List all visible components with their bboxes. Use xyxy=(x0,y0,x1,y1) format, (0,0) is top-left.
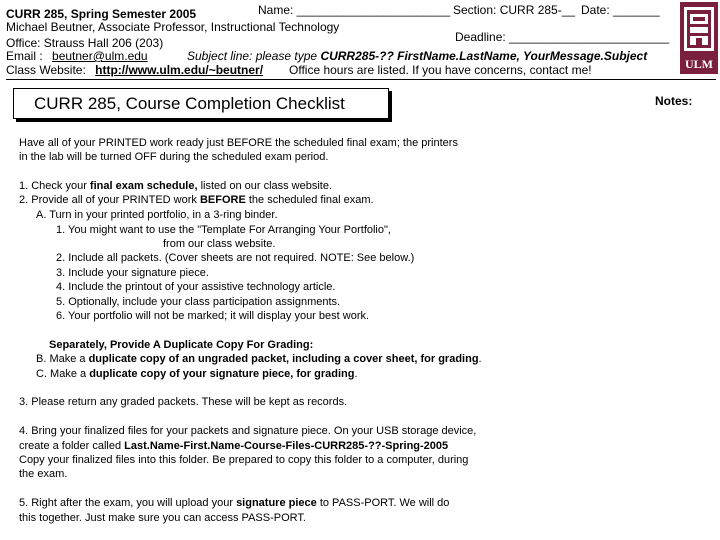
sub-item-1: 1. You might want to use the "Template For Arranging Your Portfolio", xyxy=(56,224,391,236)
item-c-bold: duplicate copy of your signature piece, for grading xyxy=(89,368,355,380)
item-5-line-1 xyxy=(19,496,449,511)
subject-line-instruction xyxy=(187,49,647,63)
sub-item-4: 4. Include the printout of your assistive technology article. xyxy=(56,281,336,293)
item-b-prefix: B. Make a xyxy=(36,353,89,365)
item-c xyxy=(36,367,358,382)
item-4-line-2 xyxy=(19,439,448,454)
office-line: Office: Strauss Hall 206 (203) xyxy=(6,36,164,50)
deadline-field-label: Deadline: ________________________ xyxy=(455,30,670,44)
item-4-line-2-prefix: create a folder called xyxy=(19,440,125,452)
name-field-label: Name: _______________________ xyxy=(258,3,451,17)
sub-item-3: 3. Include your signature piece. xyxy=(56,267,209,279)
item-3: 3. Please return any graded packets. These will be kept as records. xyxy=(19,396,348,408)
email-link[interactable]: beutner@ulm.edu xyxy=(52,49,148,63)
item-2-bold: BEFORE xyxy=(199,194,246,206)
item-b-bold: duplicate copy of an ungraded packet, including a cover sheet, for grading xyxy=(88,353,479,365)
item-b-suffix: . xyxy=(478,353,482,365)
item-5-line-1-prefix: 5. Right after the exam, you will upload your xyxy=(19,497,237,509)
item-2-prefix: 2. Provide all of your PRINTED work xyxy=(19,194,200,206)
item-4-folder-name: Last.Name-First.Name-Course-Files-CURR285-??-Spring-2005 xyxy=(124,440,449,452)
item-b xyxy=(36,352,482,367)
section-field-label: Section: CURR 285-__ xyxy=(453,3,576,17)
email-line xyxy=(6,49,148,63)
item-c-prefix: C. Make a xyxy=(36,368,90,380)
item-5-line-2: this together. Just make sure you can access PASS-PORT. xyxy=(19,512,306,524)
email-label: Email : xyxy=(6,49,43,63)
duplicate-copy-heading: Separately, Provide A Duplicate Copy For Grading: xyxy=(49,339,314,351)
item-c-suffix: . xyxy=(354,368,358,380)
course-title: CURR 285, Spring Semester 2005 xyxy=(6,7,197,21)
subject-line-prefix: Subject line: please type xyxy=(187,49,318,63)
logo-text: ULM xyxy=(685,57,713,71)
sub-item-5: 5. Optionally, include your class participation assignments. xyxy=(56,296,341,308)
item-1-prefix: 1. Check your xyxy=(19,180,90,192)
item-1-bold: final exam schedule, xyxy=(89,180,198,192)
item-4-line-3: Copy your finalized files into this folder. Be prepared to copy this folder to a computer, during xyxy=(19,454,469,466)
item-5-bold: signature piece xyxy=(236,497,317,509)
checklist-title: CURR 285, Course Completion Checklist xyxy=(34,94,345,113)
ulm-logo-graphic xyxy=(680,2,718,74)
item-4-line-1: 4. Bring your finalized files for your packets and signature piece. On your USB storage device, xyxy=(19,425,477,437)
ulm-logo xyxy=(680,2,718,74)
sub-item-2: 2. Include all packets. (Cover sheets are not required. NOTE: See below.) xyxy=(56,252,415,264)
item-5-line-1-suffix: to PASS-PORT. We will do xyxy=(316,497,450,509)
item-1 xyxy=(19,179,332,194)
item-2-suffix: the scheduled final exam. xyxy=(245,194,374,206)
sub-item-6: 6. Your portfolio will not be marked; it will display your best work. xyxy=(56,310,370,322)
item-4-line-4: the exam. xyxy=(19,468,68,480)
subject-line-format: CURR285-?? FirstName.LastName, YourMessage.Subject xyxy=(320,49,648,63)
website-label: Class Website: xyxy=(6,63,86,77)
notes-label: Notes: xyxy=(655,94,693,108)
date-field-label: Date: _______ xyxy=(581,3,660,17)
item-2a: A. Turn in your printed portfolio, in a 3-ring binder. xyxy=(36,209,278,221)
instructor-line: Michael Beutner, Associate Professor, Instructional Technology xyxy=(6,20,340,34)
checklist-title-box xyxy=(13,88,389,119)
website-link[interactable]: http://www.ulm.edu/~beutner/ xyxy=(95,63,264,77)
intro-line-1: Have all of your PRINTED work ready just BEFORE the scheduled final exam; the printers xyxy=(19,137,458,149)
intro-line-2: in the lab will be turned OFF during the scheduled exam period. xyxy=(19,151,329,163)
office-hours-note: Office hours are listed. If you have concerns, contact me! xyxy=(289,63,592,77)
item-2 xyxy=(19,193,374,208)
sub-item-1-cont: from our class website. xyxy=(163,238,276,250)
website-line xyxy=(6,63,263,77)
header-divider xyxy=(6,79,716,80)
item-1-suffix: listed on our class website. xyxy=(197,180,333,192)
